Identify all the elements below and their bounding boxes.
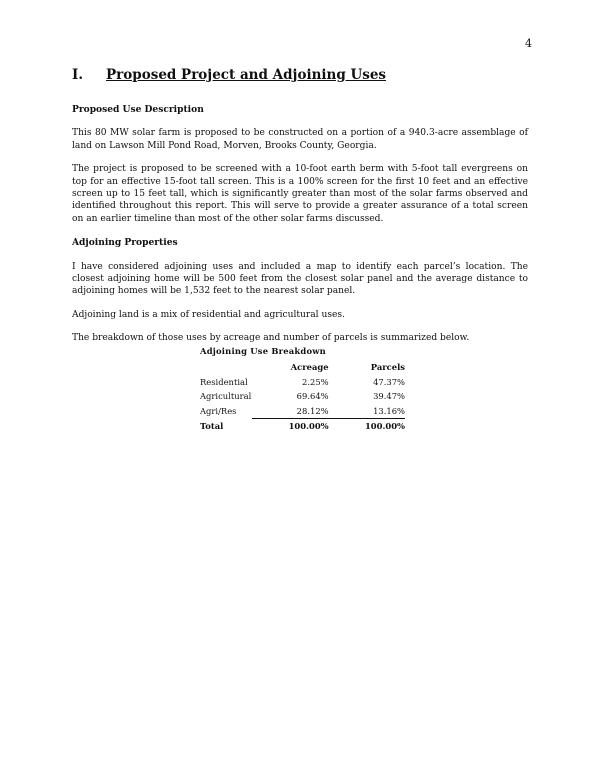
adjoining-paragraph-3: The breakdown of those uses by acreage and number of parcels is summarized below. <box>72 333 470 344</box>
proposed-use-paragraph-2: The project is proposed to be screened with a 10-foot earth berm with 5-foot tall evergreens on top for an effective 15-foot tall screen. This is a 100% screen for the first 10 feet and an effective screen up to 15 feet tall, which is significantly greater than most of the solar farms observed and identified throughout this report. This will serve to provide a greater assurance of a total screen on an earlier timeline than most of the other solar farms discussed. <box>72 164 528 224</box>
header-label <box>200 360 252 375</box>
adjoining-use-breakdown-table <box>200 346 405 434</box>
row-label: Residential <box>200 376 248 387</box>
row-parcels: 47.37% <box>373 376 405 387</box>
table-row <box>200 375 405 390</box>
document-body <box>72 104 528 356</box>
section-number: I. <box>72 67 84 83</box>
section-title: Proposed Project and Adjoining Uses <box>106 67 387 83</box>
table-row <box>200 389 405 404</box>
total-label: Total <box>200 421 224 431</box>
section-heading <box>72 67 386 83</box>
table-row <box>200 404 405 419</box>
breakdown-table <box>200 360 405 434</box>
table-caption: Adjoining Use Breakdown <box>200 346 326 356</box>
adjoining-paragraph-2: Adjoining land is a mix of residential and agricultural uses. <box>72 309 345 320</box>
row-acreage: 2.25% <box>302 376 329 387</box>
adjoining-properties-heading: Adjoining Properties <box>72 237 178 249</box>
header-parcels: Parcels <box>370 362 405 373</box>
proposed-use-heading: Proposed Use Description <box>72 104 204 115</box>
row-label: Agri/Res <box>200 406 237 416</box>
adjoining-paragraph-1: I have considered adjoining uses and included a map to identify each parcel’s location. The closest adjoining home will be 500 feet from the closest solar panel and the average distance to adjoining homes will be 1,532 feet to the nearest solar panel. <box>72 261 528 297</box>
row-label: Agricultural <box>200 391 252 402</box>
row-acreage: 28.12% <box>252 404 328 419</box>
header-acreage: Acreage <box>290 362 329 373</box>
table-header-row <box>200 360 405 375</box>
total-acreage: 100.00% <box>288 421 329 432</box>
row-parcels: 13.16% <box>329 404 405 419</box>
proposed-use-paragraph-1: This 80 MW solar farm is proposed to be constructed on a portion of a 940.3-acre assemblage of land on Lawson Mill Pond Road, Morven, Brooks County, Georgia. <box>72 128 528 151</box>
page-number: 4 <box>525 37 532 50</box>
table-total-row <box>200 419 405 434</box>
row-acreage: 69.64% <box>296 391 329 402</box>
total-parcels: 100.00% <box>364 421 405 432</box>
row-parcels: 39.47% <box>373 391 405 402</box>
